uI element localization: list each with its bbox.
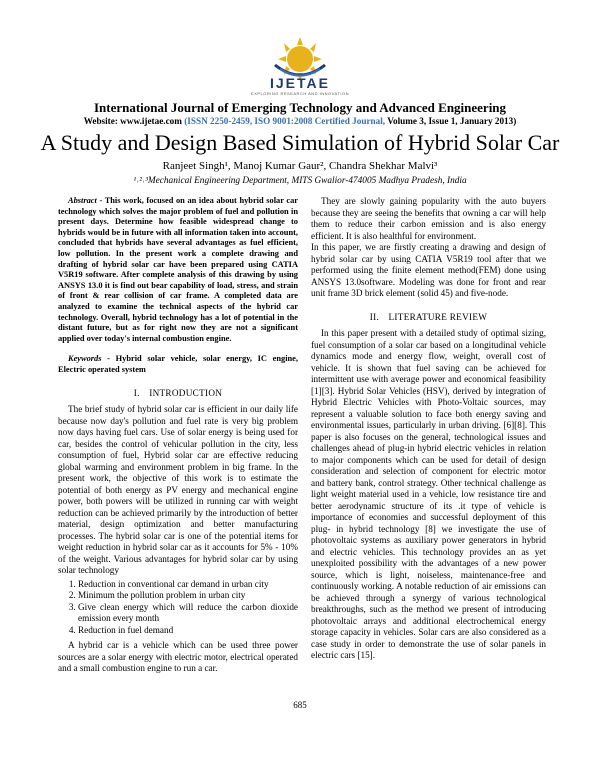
logo-tagline: EXPLORING RESEARCH AND INNOVATION — [251, 91, 349, 96]
website-suffix: Volume 3, Issue 1, January 2013) — [387, 116, 517, 126]
left-column — [58, 196, 298, 675]
list-item: 3. Give clean energy which will reduce the carbon dioxide emission every month — [78, 602, 298, 625]
section-heading-introduction: I. INTRODUCTION — [133, 387, 223, 398]
website-issn: (ISSN 2250-2459, ISO 9001:2008 Certified Journal, — [184, 116, 386, 126]
keywords-label: Keywords - — [68, 354, 110, 364]
section-heading-literature-review: II. LITERATURE REVIEW — [369, 311, 488, 322]
list-item: 4. Reduction in fuel demand — [78, 625, 298, 637]
keywords-text: Hybrid solar vehicle, solar energy, IC engine, Electric operated system — [58, 354, 298, 374]
logo-text: IJETAE — [270, 75, 330, 91]
paper-title: A Study and Design Based Simulation of Hybrid Solar Car — [40, 130, 560, 155]
right-paragraph-1: They are slowly gaining popularity with the auto buyers because they are seeing the benefits that owning a car will help them to reduce their carbon emission and is also energy efficient. It is also healthful for environment. — [311, 196, 546, 241]
page-number: 685 — [293, 700, 307, 710]
paper-authors: Ranjeet Singh¹, Manoj Kumar Gaur², Chandra Shekhar Malvi³ — [162, 160, 438, 172]
website-line — [0, 116, 600, 126]
intro-paragraph-1: The brief study of hybrid solar car is efficient in our daily life because now day's pollution and fuel rate is very big problem now days having fuel cars. Use of solar energy is being used for car, besides the control of vehicular pollution in the city, less consumption of fuel, Hybrid solar car are effective reducing global warming and environment problem in big frame. In the present work, the objective of this work is to estimate the potential of both energy as PV energy and mechanical engine power, both powers will be utilized in running car with weight reduction can be achieved primarily by the introduction of better material, design optimization and better manufacturing processes. The hybrid solar car is one of the potential items for weight reduction in hybrid solar car as it accounts for 5% - 10% of the weight. Various advantages for hybrid solar car by using solar technology — [58, 404, 298, 575]
website-prefix[interactable]: Website: www.ijetae.com — [83, 116, 182, 126]
literature-paragraph: In this paper present with a detailed study of optimal sizing, fuel consumption of a solar car based on a longitudinal vehicle dynamics mode and energy flow, weight, overall cost of vehicle. It is shown that fuel saving can be achieved for intermittent use with average power and economical feasibility [1][3]. Hybrid Solar Vehicles (HSV), derived by integration of Hybrid Electric Vehicles with Photo-Voltaic sources, may represent a valuable solution to face both energy saving and environmental issues, particularly in urban driving. [6][8]. This paper is also focuses on the general, technological issues and challenges ahead of plug-in hybrid electric vehicles in relation to major components which can be used for detail of design consideration and selection of component for electric motor and battery bank, control strategy. Other technical challenge as light weight material used in a vehicle, low resistance tire and better aerodynamic structure of its .it type of vehicle is importance of economies and successful deployment of this plug- in hybrid technology [8] we investigate the use of photovoltaic systems as auxiliary power generators in hybrid and electric vehicles. This technology provides an as yet unexploited possibility with the advantages of a new power source, which is light, noiseless, maintenance-free and continuously working. A notable reduction of air emissions can be achieved through a synergy of various technological breakthroughs, such as the method we present of introducing photovoltaic arrays and additional electrochemical energy storage capacity in vehicles. Solar cars are also considered as a case study in order to demonstrate the use of solar panels in electric cars [15]. — [311, 328, 546, 660]
right-column — [311, 196, 546, 662]
list-item: 1. Reduction in conventional car demand in urban city — [78, 579, 298, 591]
abstract-text: - This work, focused on an idea about hybrid solar car technology which solves the major problem of fuel and pollution in present days. Determine how feasible widespread change to hybrids would be in future with all information taken into account, concluded that hybrids have several advantages as fuel efficient, low pollution. In the present work a complete drawing and drafting of hybrid solar car have been prepared using CATIA V5R19 software. After complete analysis of this drawing by using ANSYS 13.0 it is find out bear capability of load, stress, and strain of front & rear collision of car frame. A completed data are analyzed to examine the technical aspects of the hybrid car technology. Overall, hybrid technology has a lot of potential in the distant future, but as for right now they are not a significant applied over today's internal combustion engine. — [58, 196, 298, 343]
abstract-label: Abstract — [68, 196, 97, 205]
right-paragraph-2: In this paper, we are firstly creating a drawing and design of hybrid solar car by using CATIA V5R19 tool after that we performed using the finite element method(FEM) done using ANSYS 13.0software. Modeling was done for front and rear unit frame 3D brick element (solid 45) and five-node. — [311, 242, 546, 298]
advantages-list — [58, 579, 298, 637]
abstract — [58, 196, 298, 344]
journal-name: International Journal of Emerging Technology and Advanced Engineering — [93, 100, 507, 115]
paper-affiliation: ¹˒²˒³Mechanical Engineering Department, MITS Gwalior-474005 Madhya Pradesh, India — [133, 176, 467, 186]
intro-paragraph-2: A hybrid car is a vehicle which can be used three power sources are a solar energy with electric motor, electrical operated and a small combustion engine to run a car. — [58, 640, 298, 673]
list-item: 2. Minimum the pollution problem in urban city — [78, 590, 298, 602]
keywords — [58, 354, 298, 375]
